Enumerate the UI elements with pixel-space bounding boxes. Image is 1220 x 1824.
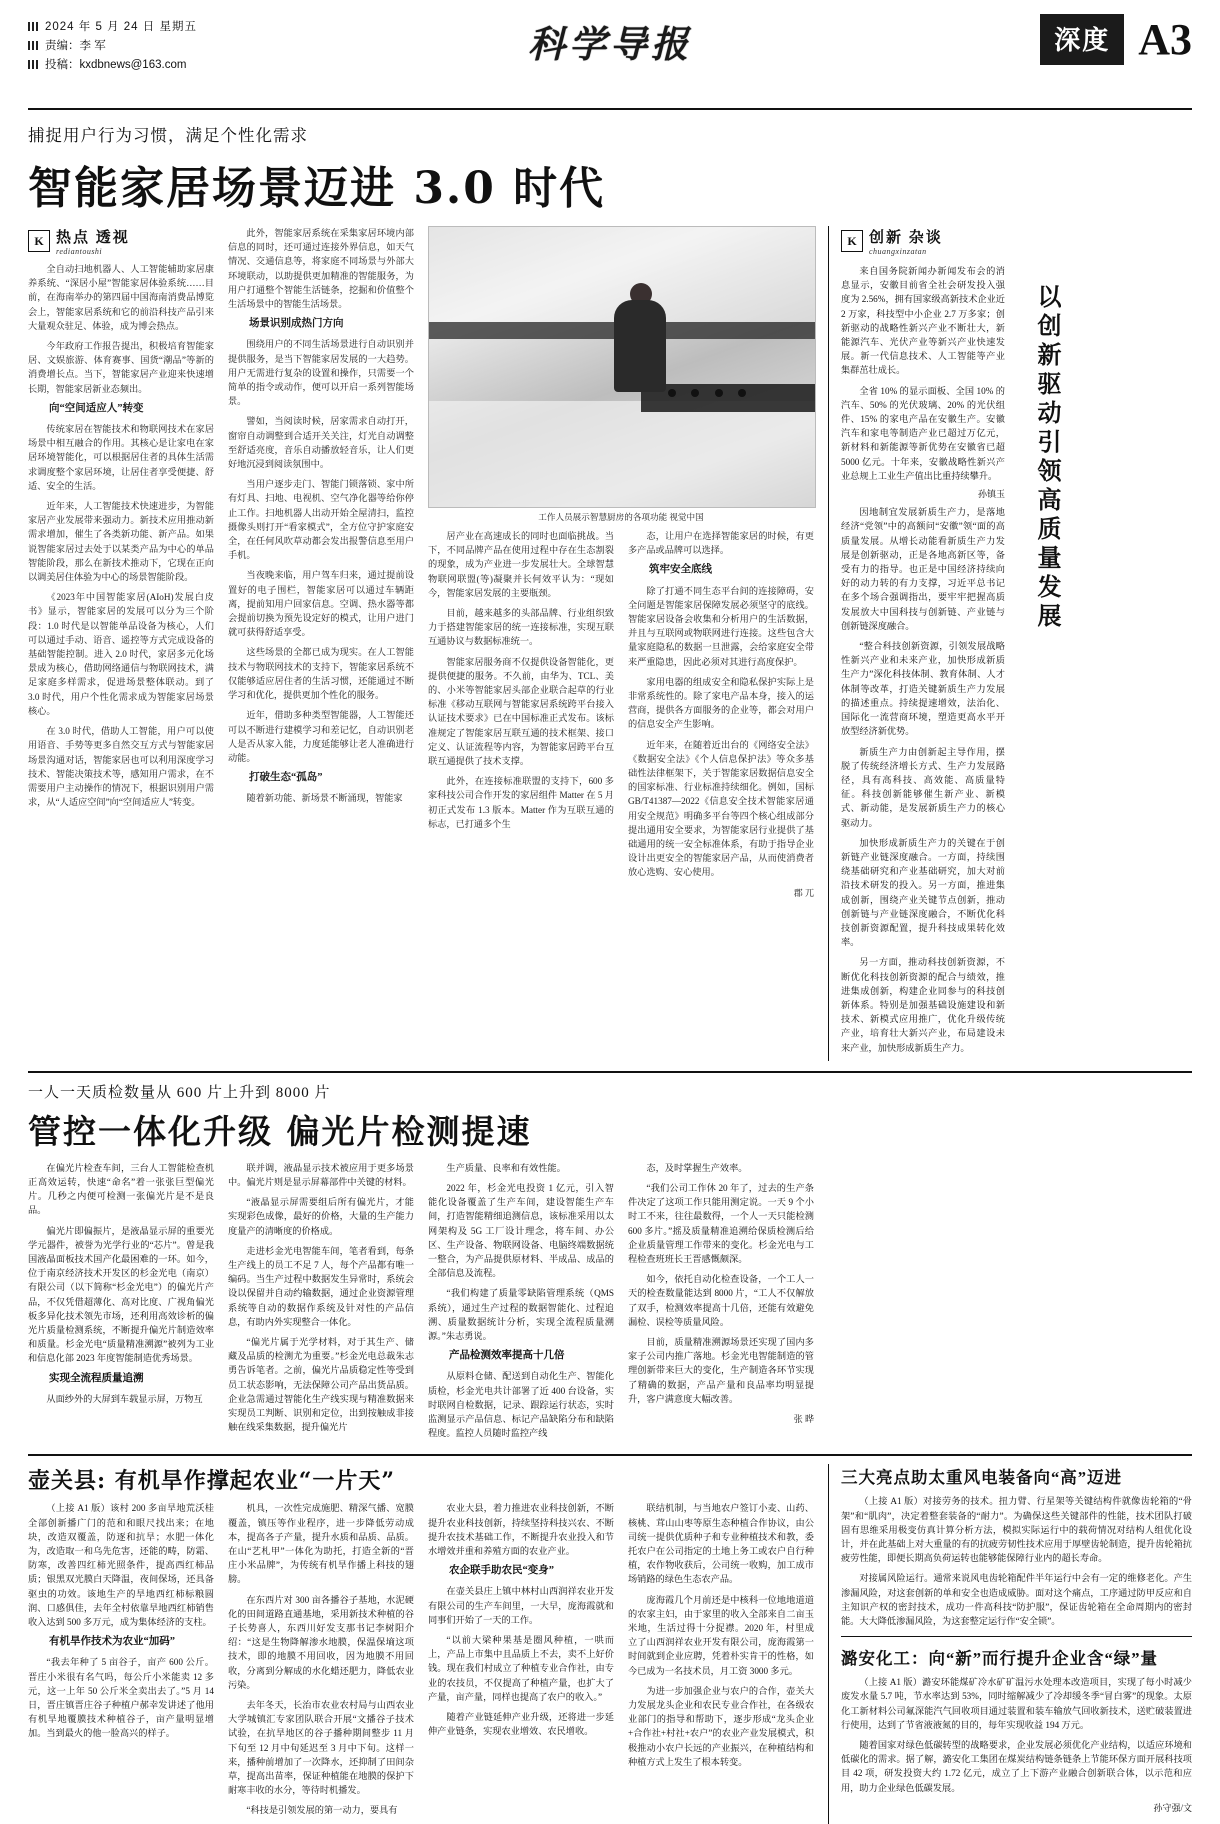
subhead: 产品检测效率提高十几倍 (449, 1350, 565, 1362)
pack2-col-5-spacer (828, 1161, 1060, 1447)
paragraph: 在壶关县庄上镇中林村山西润祥农业开发有限公司的生产车间里，一大早，庞海霞就和同事们开始了一天的工作。 (428, 1586, 614, 1625)
paragraph: 另一方面，推动科技创新资源，不断优化科技创新资源的配合与绩效，推进集成创新，构建企业同参与的科技创新体系。特别是加强基础设施建设和新技术、新模式应用推广，优化升级传统产业，培育壮大新兴产业，布局建设未来产业，加快形成新质生产力。 (841, 957, 1005, 1053)
lead-col3-text (428, 529, 614, 900)
bar-decor-icon (28, 41, 40, 50)
paragraph: 目前，越来越多的头部品牌、行业组织致力于搭建智能家居的统一连接标准，实现互联互通协议与数据标准统一。 (428, 608, 614, 647)
paragraph: 2022 年，杉金光电投资 1 亿元，引入智能化设备覆盖了生产车间，建设智能生产车间，打造智能精细追测信息，该标准采用以太网架构及 5G 工厂设计理念，将车间、办公区、生产设备、物联网设备、电脑终端数据统一整合，为产品提供原材料、半成品、成品的全部信息及流程。 (428, 1182, 614, 1279)
tag-word-1: 创新 (869, 230, 904, 246)
paragraph: 新质生产力由创新起主导作用，摆脱了传统经济增长方式、生产力发展路径，具有高科技、高效能、高质量特征。科技创新能够催生新产业、新模式、新动能，是发展新质生产力的核心驱动力。 (841, 746, 1005, 828)
lead-headline-block (28, 122, 1192, 216)
subhead: 筑牢安全底线 (649, 564, 712, 576)
paragraph: 对接属风险运行。通常来说风电齿轮箱配件半年运行中会有一定的维修老化。产生渗漏风险，对这套创新的单和安全也造成威胁。面对这个痛点，工序通过防甲反应和自主知识产权的密封技术，成功一件高科技“防护服”，保证齿轮箱在全命周期内的密封能。大大降低渗漏风险，为这套整定运行作“安全锁”。 (841, 1573, 1192, 1627)
paper-name: 科学导报 (528, 22, 692, 66)
section-badge: 深度 (1040, 14, 1124, 65)
paragraph: 譬如，当阅读时候，居家需求自动打开，窗帘自动调整到合适开关关注，灯光自动调整至舒适亮度，音乐自动播放轻音乐，让人们更好地沉浸到阅读氛围中。 (228, 416, 414, 470)
pack2-col-3 (428, 1161, 614, 1447)
paragraph: 在偏光片检查车间，三台人工智能检查机正高效运转，快速“命名”着一张张巨型偏光片。几秒之内便可检测一张偏光片是不是良品。 (28, 1162, 214, 1216)
k-logo-icon: K (28, 230, 50, 252)
sidebar-commentary (828, 226, 1073, 1061)
bottom-left-headline: 壶关县: 有机旱作撑起农业“一片天” (28, 1468, 396, 1495)
bottom-right-articles (828, 1464, 1192, 1823)
section-marker (1040, 14, 1192, 65)
bottom-left-article (28, 1464, 814, 1823)
paragraph: 随着产业链延伸产业升级，还将进一步延伸产业链条，实现农业增效、农民增收。 (428, 1712, 614, 1737)
paragraph: “液晶显示屏需要组后所有偏光片，才能实现彩色成像，最好的价格，大量的生产能力度量产的清晰度的价格成。 (228, 1197, 414, 1236)
submission-email: 投稿：kxdbnews@163.com (45, 59, 187, 71)
br-text-1 (841, 1494, 1192, 1628)
pack2-col-1 (28, 1161, 214, 1447)
sidebar-text (841, 264, 1005, 1055)
paragraph: 家用电器的组成安全和隐私保护实际上是非常系统性的。除了家电产品本身，接入的运营商，提供各方面服务的企业等，都会对用户的信息安全产生影响。 (628, 676, 814, 730)
paragraph: “科技是引领发展的第一动力，要具有 (246, 1805, 398, 1816)
paper-nameplate (528, 14, 692, 68)
paragraph: 偏光片即偏振片，是液晶显示屏的重要光学元器件，被誉为光学行业的“芯片”。曾是我国液晶面板技术国产化最困难的一环。如今，位于南京经济技术开发区的杉金光电（南京）有限公司（以下简称“杉金光电”）的偏光片产品，不仅凭借超薄化、高对比度、广视角偏光板多异化技术领先市场，还利用高效诊析的偏光片质量检测系统，不断提升偏光片制造效率和质量。杉金光电“质量精准溯源”被列为工业和信息化部 2023 年度智能制造优秀场景。 (28, 1225, 214, 1364)
sidebar-vertical-headline: 以创新驱动引领高质量发展 (1033, 284, 1062, 632)
k-logo-icon: K (841, 230, 863, 252)
paragraph: 态，及时掌握生产效率。 (646, 1162, 748, 1173)
paragraph: 在东西片对 300 亩各播谷子基地，水泥硬化的田间道路直通基地，采用新技术种植的谷子长势喜人，东西川好发支那书记李树阳介绍：“这是生物降解渗水地膜，保温保墒这项技术，即的地膜不用回收，因为地膜不用回收，分离到分解成的水化蜡还肥力，降低农业污染。 (228, 1594, 414, 1690)
paragraph: 从原料仓储、配送到自动化生产、智能化质检，杉金光电共计部署了近 400 台设备，实时联网自检数据，记录、跟踪运行状态，实时监测显示产品信息、标记产品缺陷分布和缺陷程度。监控人员随时监控产线 (428, 1371, 614, 1439)
paragraph: 走进杉金光电智能车间，笔者看到，每条生产线上的员工不足 7 人，每个产品都有唯一编码。当生产过程中数据发生异常时，系统会设以保留并自动约输数据，通过企业资源管理系统等自动的数据作系统及针对性的产品信息，有助内外实现整合一体化。 (228, 1245, 414, 1327)
paragraph: 居产业在高速成长的同时也面临挑战。当下，不同品牌产品在使用过程中存在生态割裂的现象，成为产业进一步发展壮大。全球智慧物联网联盟(等)凝聚并长何效平认为：“现如今，智能家居发展的主要瓶颈。 (428, 531, 614, 598)
bl-col-4 (628, 1501, 814, 1823)
paragraph: 此外，在连接标准联盟的支持下，600 多家科技公司合作开发的家居组件 Matter 在 5 月初正式发布 1.3 版本。Matter 作为互联互通的标志，已打通多个生 (428, 776, 614, 829)
paragraph: 生产质量、良率和有效性能。 (446, 1162, 566, 1173)
lead-column-1 (28, 226, 214, 1061)
paragraph: 如今，依托自动化检查设备，一个工人一天的检查数量能达到 8000 片，“工人不仅解放了双手，检测效率提高十几倍，还能有效避免漏检、误检等质量风险。 (628, 1274, 814, 1327)
bar-decor-icon (28, 22, 40, 31)
paragraph: 今年政府工作报告提出，积极培育智能家居、文娱旅游、体育赛事、国货“潮品”等新的消费增长点。当下，智能家居产业迎来快速增长期，智能家居新业态频出。 (28, 341, 214, 394)
subhead: 向“空间适应人”转变 (49, 402, 144, 414)
paragraph: 因地制宜发展新质生产力，是落地经济“党领”中的高额问“安徽”领“面的高质量发展。从增长动能看新质生产力发展是创新驱动，正是各地高新区等，备受有力的指导。也正是中国经济持续向好的动力转的有力支撑，习近平总书记在多个场合强调指出，要牢牢把握高质发展放大中国科技与创新链、产业链与创新链深度融合。 (841, 507, 1005, 631)
lead-column-3-with-photo (428, 226, 814, 1061)
subhead: 有机旱作技术为农业“加码” (49, 1636, 175, 1648)
article-photo (428, 226, 816, 508)
masthead-rule (28, 108, 1192, 110)
paragraph: 联并调，液晶显示技术被应用于更多场景中。偏光片则是显示屏幕部件中关键的材料。 (228, 1162, 414, 1187)
paragraph: 加快形成新质生产力的关键在于创新链产业链深度融合。一方面，持续围绕基础研究和产业基础研究，加大对前沿技术研发的投入。另一方面，推进集成创新，围绕产业关键节点创新，推动创新链与产业链深度融合，不断优化科技创新资源配置，提升科技成果转化效率。 (841, 837, 1005, 948)
paragraph: 围绕用户的不同生活场景进行自动识别并提供服务，是当下智能家居发展的一大趋势。用户无需进行复杂的设置和操作，只需要一个简单的指令或动作，便可以开启一系列智能场景。 (228, 339, 414, 407)
tag-word-1: 热点 (56, 230, 91, 246)
paragraph: 机具，一次性完成施肥、精深气播、宽膜覆盖，镇压等作业程序，进一步降低劳动成本，提高各子产量，提升水质和品质、品质。在山“艺札甲”一体化为助托，打造全新的“晋庄小米品牌”，为传统有机旱作播上科技的翅膀。 (228, 1503, 414, 1585)
paragraph: 随着国家对绿色低碳转型的战略要求，企业发展必须优化产业结构，以适应环境和低碳化的需求。据了解，潞安化工集团在煤炭结构链条链条上节能环保方面开展科技项目 42 项，研发投资大约 1.72 亿元，成立了上下游产业融合创新联合体，以示范和应用，助力企业绿色低碳发展。 (841, 1740, 1192, 1793)
paragraph: 传统家居在智能技术和物联网技术在家居场景中相互融合的作用。其核心是让家电在家居环境智能化，可以根据居住者的具体生活需求调度整个家居环境，让居住者享受便捷、舒适、安全的生活。 (28, 424, 214, 491)
paragraph: “整合科技创新资源，引领发展战略性新兴产业和未来产业，加快形成新质生产力”深化科技体制、教育体制、人才体制等改革，打造关键新质生产力发展的描述重点。持续提速增效，法治化、国际化一流营商环境，塑造更高水平开放型经济新优势。 (841, 641, 1005, 737)
paragraph: “我们公司工作休 20 年了，过去的生产条件决定了这项工作只能用测定说。一天 9 个小时工不来，往往最数得，一个人一天只能检测 600 多片。”摇及质量精准追溯给保质检测后给企业质量管理工作带来的变化。杉金光电与工程检查班班长王晋感慨颇深。 (628, 1182, 814, 1264)
paragraph: 近年来，人工智能技术快速进步，为智能家居产业发展带来强动力。新技术应用推动新需求增加，催生了各类新功能、新产品。如果说智能家居过去处于以某类产品为中心的单品智能阶段，那么在新技术推动下，它现在正向以调美居住体验为中心的场景智能阶段。 (28, 501, 214, 583)
bl-col-3 (428, 1501, 614, 1823)
publication-date: 2024 年 5 月 24 日 星期五 (45, 21, 197, 33)
paragraph: 在 3.0 时代，借助人工智能，用户可以使用语音、手势等更多自然交互方式与智能家居场景沟通对话，智能家居也可以利用深度学习技术、智能决策技术等，感知用户需求，在不需要用户主动操作的情况下，根据识别用户需求，从“人适应空间”向“空间适应人”转变。 (28, 726, 214, 808)
pack2-kicker: 一人一天质检数量从 600 片上升到 8000 片 (28, 1084, 331, 1101)
pack2-columns (28, 1161, 1192, 1447)
bottom-section (28, 1454, 1192, 1823)
bottom-left-columns (28, 1501, 814, 1823)
innovation-tag (841, 226, 1073, 256)
subhead: 场景识别成热门方向 (249, 318, 344, 330)
paragraph: “我去年种了 5 亩谷子，亩产 600 公斤。晋庄小米很有名气吗，每公斤小米能卖 12 多元，这一上年 50 公斤米全卖出去了。”5 月 14 日，晋庄镇晋庄谷子种植户郝幸发讲述了他用有机旱地覆膜技术种植谷子，亩产量明显增加。当到最火的他一脸高兴的样子。 (28, 1657, 214, 1739)
lead-column-2 (228, 226, 414, 1061)
second-article (28, 1071, 1192, 1447)
paragraph: “我们构建了质量零缺陷管理系统（QMS 系统），通过生产过程的数据智能化、过程追溯、质量数据统计分析，实现全流程质量溯源。”朱志勇说。 (428, 1288, 614, 1341)
paragraph: 随着新功能、新场景不断涌现，智能家 (246, 793, 403, 804)
bl-col-2 (228, 1501, 414, 1823)
subhead: 农企联手助农民“变身” (449, 1565, 554, 1577)
lead-col2-text (228, 226, 414, 806)
lead-headline: 智能家居场景迈进 3.0 时代 (28, 163, 606, 214)
paragraph: 联结机制，与当地农户签订小麦、山药、核桃、茸山山枣等原生态种植合作协议，由公司统一提供优质种子和专业种植技术和教，委托农户在公司指定的土地上务工或农户自行种植，农作物收获后，公司统一收购，加工成市场销路的绿色生态农产品。 (628, 1503, 814, 1585)
br-headline-1: 三大亮点助太重风电装备向“高”迈进 (841, 1468, 1122, 1488)
paragraph: 从面纱外的大屏到车载显示屏，万物互 (46, 1393, 203, 1404)
paragraph: 农业大县，着力推进农业科技创新，不断提升农业科技创新，持续坚持科技兴农、不断提升农技术基础工作，不断提升农业投入和节水增效并重和养殖方面的农业产业。 (428, 1503, 614, 1557)
paragraph: 全自动扫地机器人、人工智能辅助家居康养系统、“深居小屋”智能家居体验系统……目前，在海南举办的第四届中国海南消费品博览会上，智能家居系统和它的前沿科技产品引来大量观众驻足、体验，成为博会热点。 (28, 264, 214, 331)
br-signature: 孙守强/文 (1153, 1802, 1192, 1813)
tag-word-2: 透视 (95, 230, 130, 246)
page-number: A3 (1138, 15, 1192, 64)
paragraph: 全省 10% 的显示面板、全国 10% 的汽车、50% 的光伏玻璃、20% 的光伏组件、15% 的家电产品在安徽生产。安徽汽车和家电等制造产业已超过万亿元，新材料和新能源等新优势在安徽省已超 5000 亿元。十年来，安徽战略性新兴产业总规上工业生产值出比重持续攀升。 (841, 385, 1005, 481)
newspaper-page (0, 14, 1220, 1816)
paragraph: 为进一步加强企业与农户的合作，壶关大力发展龙头企业和农民专业合作社，在各级农业部门的指导和帮助下，逐步形成“龙头企业+合作社+村社+农户”的农业产业发展模式，积极推动小农户长远的产业振兴，在种植结构和种植方式上发生了根本转变。 (628, 1685, 814, 1767)
pack2-headline: 管控一体化升级 偏光片检测提速 (28, 1111, 532, 1151)
paragraph: 来自国务院新闻办新闻发布会的消息显示，安徽目前省全社会研发投入强度为 2.56%，拥有国家级高新技术企业近 2 万家，科技型中小企业 2.7 万多家；创新驱动的战略性新兴产业不断壮大，新能源汽车、光伏产业等新兴产业快速发展。新一代信息技术、人工智能等产业集群茁壮成长。 (841, 266, 1005, 376)
paragraph: 除了打通不同生态平台间的连接障碍，安全问题是智能家居保障发展必须坚守的底线。智能家居设备会收集和分析用户的生活数据，并且与互联网或物联网进行连接。这些包含大量家庭隐私的数据一旦泄露，会给家庭安全带来严重隐患，因此必须对其进行高度保护。 (628, 585, 814, 667)
bl-col-1 (28, 1501, 214, 1823)
hot-topic-tag (28, 226, 214, 256)
paragraph: “以前大梁种果基是圈风种植，一哄而上，产品上市集中且品质上不去，卖不上好价钱。现在我们村成立了种植专业合作社，由专业的农技员，不仅提高了种植产量，也扩大了产量，亩产量，同样也提高了农户的收入。” (428, 1635, 614, 1702)
editor-line: 责编：李 军 (45, 40, 106, 52)
photo-subject-body (614, 300, 666, 392)
paragraph: （上接 A1 版）潞安环能煤矿冷水矿矿温污水处理本改造项目，实现了每小时减少废发水量 5.7 吨，节水率达到 53%，同时缩解减少了冷却缓冬季“冒白雾”的现象。太原化工新材料公司氟深能汽气回收项目通过装置和装车输放气回收新技术，送贮破装置进行使用，达到了节省液液氮的目的，每年实现收益 194 万元。 (841, 1677, 1192, 1730)
paragraph: “偏光片属于光学材料，对于其生产、储藏及品质的检测尤为重要。”杉金光电总裁朱志勇告诉笔者。之前，偏光片品质稳定性等受到员工状态影响，无法保障公司产品出货品质。企业急需通过智能化生产线实现与精准数据来实现员工判断、识别和定位，出到按触成非接触在线采集数据，提升偏光片 (228, 1337, 414, 1433)
paragraph: （上接 A1 版）对接劳务的技术。扭力臂、行星架等关键结构件就像齿轮箱的“骨架”和“肌肉”，决定着整套装备的“耐力”。为确保这些关键部件的性能，技术团队打破固有思维采用极变仿真计算分析方法，模拟实际运行中的载荷情况对结构人组优化设计，并在此基础上对大重量的有的抗疲劳韧性技术应用于厚壁齿轮制造，提升齿轮箱抗疲劳性能，即便长期高负荷运转也能够能保障行业内的超长寿命。 (841, 1496, 1192, 1564)
paragraph: 态，让用户在选择智能家居的时候，有更多产品或品牌可以选择。 (628, 531, 814, 556)
subhead: 打破生态“孤岛” (249, 772, 323, 784)
pack2-col-2 (228, 1161, 414, 1447)
paragraph: 此外，智能家居系统在采集家居环境内部信息的同时，还可通过连接外界信息，如天气情况、交通信息等，将家庭不同场景与外部大环境联动，以助提供更加精准的智能服务，为用户打通整个智能生活链条，挖掘和价值整个生活场景中的智能生活场景。 (228, 228, 414, 310)
subhead: 实现全流程质量追溯 (49, 1372, 144, 1384)
paragraph: 近年，借助多种类型智能器，人工智能还可以不断进行建模学习和差记忆，自动识别老人是否从家入能，力度延能够让老人准确进行动能。 (228, 710, 414, 763)
masthead (28, 14, 1192, 104)
masthead-info (28, 18, 197, 75)
br-text-2 (841, 1675, 1192, 1815)
tag-pinyin: chuangxinzatan (869, 247, 927, 256)
tag-word-2: 杂谈 (908, 230, 943, 246)
pack2-col-4 (628, 1161, 814, 1447)
bar-decor-icon (28, 60, 40, 69)
paragraph: 当用户逐步走门、智能门锁落锁、家中所有灯具、扫地、电视机、空气净化器等给你停止工作。扫地机器人出动开始全屋清扫，监控摄像头则打开“看家模式”，全方位守护家庭安全，在任何风吹草动都会发出报警信息至用户手机。 (228, 479, 414, 561)
paragraph: 近年来，在随着近出台的《网络安全法》《数据安全法》《个人信息保护法》等众多基础性法律框架下，关于智能家居数据信息安全的国家标准、行业标准持续细化。例如，国标 GB/T41387—2022《信息安全技术智能家居通用安全规范》明确多平台等四个核心组成部分提出通用安全要求，为智能家居行业提供了基础通用的统一安全标准体系，有助于指导企业设计出更安全的智能家居产品，从而使消费者放心选购、安心使用。 (628, 739, 814, 878)
pack2-byline: 张 晔 (793, 1414, 814, 1425)
lead-col1-text (28, 262, 214, 809)
paragraph: 去年冬天，长治市农业农村局与山西农业大学城镇汇专家团队联合开展“文播谷子技术试验，在抗旱地区的谷子播种期间整步 11 月下旬至 12 月中旬延迟至 3 月中下旬。这样一来，播种前增加了一次降水，还抑制了田间杂草，提高出苗率，保证种植能在地膜的保护下耐寒丰收的水分，等待时机播发。 (228, 1700, 414, 1796)
paragraph: 智能家居服务商不仅提供设备智能化，更提供便捷的服务。不久前，由华为、TCL、美的、小米等智能家居头部企业联合起草的行业标准《移动互联网与智能家居系统跨平台接入认证技术要求》已在中国标准正式发布。该标准规定了智能家居互联互通的技术框架、接口定义、认证流程等内容，为智能家居跨平台互联互通提供了技术支撑。 (428, 656, 614, 767)
lead-article-body (28, 226, 1192, 1061)
sidebar-author: 孙镇玉 (977, 489, 1005, 500)
bottom-right-divider (841, 1636, 1192, 1637)
photo-caption: 工作人员展示智慧厨房的各项功能 视觉中国 (538, 512, 704, 522)
paragraph: 庞海霞几个月前还是中核科一位地地道道的农家主妇，由于家里的收入全部来自二亩玉米地，生活过得十分捉襟。2020 年，村里成立了山西润祥农业开发有限公司，庞海霞第一时间就到企业应聘，凭着朴实肯干的性格，如今已成为一名技术员，月工资 3000 多元。 (628, 1594, 814, 1676)
lead-col4-text (628, 529, 814, 900)
tag-pinyin: rediantoushi (56, 247, 103, 256)
paragraph: 当夜晚来临，用户驾车归来，通过提前设置好的电子围栏，智能家居可以通过车辆距离，提前知用户回家信息。空调、热水器等都会提前切换为预先设定好的模式，让用户进门就可获得舒适享受。 (228, 570, 414, 638)
br-headline-2: 潞安化工：向“新”而行提升企业含“绿”量 (841, 1649, 1158, 1669)
paragraph: （上接 A1 版）该村 200 多亩旱地荒沃桂全部创新播广门的范和和眼尺找出来；在地块，改造双覆盖，防逐和抗旱；水肥一体化为，改造取一和乌先危害，还能的畴，防霜、防寒，改善四红柿光照条件，提高西红柿品质；银黑双光膜白天降温，夜间保场，还具备驱虫的功效。该地生产的旱地西红柿标粮圆润、口感俱佳，去年全村依靠旱地西红柿销售收入达到 500 多万元，成为集体经济的支柱。 (28, 1503, 214, 1628)
paragraph: 《2023年中国智能家居(AIoH)发展白皮书》显示，智能家居的发展可以分为三个阶段：1.0 时代是以智能单品设备为核心，人们可以通过手动、语音、遥控等方式完成设备的基础智能控制。进入 2.0 时代，家居多元化场景成为核心，借助网络通信与物联网技术，满足家庭多样需求，促进场景整体联动。到了 3.0 时代，用户个性化需求成为智能家居场景核心。 (28, 592, 214, 716)
lead-author: 郡 兀 (793, 887, 814, 898)
paragraph: 这些场景的全都已成为现实。在人工智能技术与物联网技术的支持下，智能家居系统不仅能够适应居住者的生活习惯，还能通过不断学习和优化，提供更加个性化的服务。 (228, 647, 414, 701)
lead-kicker: 捕捉用户行为习惯，满足个性化需求 (28, 126, 308, 145)
paragraph: 目前，质量精准溯源场景还实现了国内多家子公司内推广落地。杉金光电智能制造的管理创新带来巨大的变化，生产制造各环节实现了精确的数据，产品产量和良品率均明显提升，客户满意度大幅改善。 (628, 1337, 814, 1404)
